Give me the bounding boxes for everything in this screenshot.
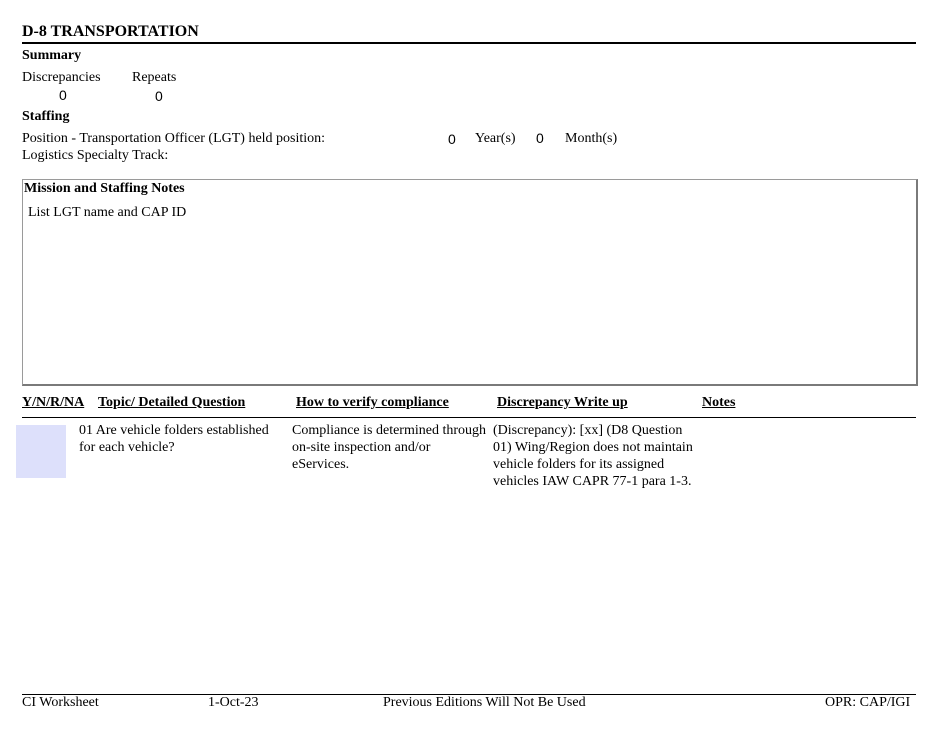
page-title: D-8 TRANSPORTATION xyxy=(22,23,199,40)
title-divider xyxy=(22,42,916,44)
summary-heading: Summary xyxy=(22,48,82,63)
column-header-notes: Notes xyxy=(702,395,736,410)
verify-text: Compliance is determined through on-site inspection and/or eServices. xyxy=(292,423,487,472)
footer-date: 1-Oct-23 xyxy=(208,695,259,710)
column-header-topic: Topic/ Detailed Question xyxy=(98,395,246,410)
specialty-track-label: Logistics Specialty Track: xyxy=(22,148,169,163)
discrepancy-text: (Discrepancy): [xx] (D8 Question 01) Wing/Region does not maintain vehicle folders for its assigned vehicles IAW CAPR 77-1 para 1-3. xyxy=(493,423,693,489)
mission-notes-box[interactable] xyxy=(22,179,918,386)
answer-input[interactable] xyxy=(16,425,66,478)
years-label: Year(s) xyxy=(475,131,516,146)
discrepancies-count[interactable]: 0 xyxy=(59,87,67,103)
footer-editions-notice: Previous Editions Will Not Be Used xyxy=(383,695,586,710)
column-header-answer: Y/N/R/NA xyxy=(22,395,85,410)
position-label: Position - Transportation Officer (LGT) held position: xyxy=(22,131,326,146)
years-value[interactable]: 0 xyxy=(448,131,456,147)
column-header-discrepancy: Discrepancy Write up xyxy=(497,395,628,410)
repeats-count[interactable]: 0 xyxy=(155,88,163,104)
mission-notes-heading: Mission and Staffing Notes xyxy=(24,181,185,196)
footer-opr: OPR: CAP/IGI xyxy=(825,695,911,710)
months-label: Month(s) xyxy=(565,131,618,146)
table-header-divider xyxy=(22,417,916,418)
discrepancies-label: Discrepancies xyxy=(22,70,101,85)
staffing-heading: Staffing xyxy=(22,109,70,124)
footer-worksheet-label: CI Worksheet xyxy=(22,695,99,710)
mission-notes-text: List LGT name and CAP ID xyxy=(28,205,187,220)
question-text: 01 Are vehicle folders established for each vehicle? xyxy=(79,423,269,455)
column-header-verify: How to verify compliance xyxy=(296,395,449,410)
months-value[interactable]: 0 xyxy=(536,130,544,146)
repeats-label: Repeats xyxy=(132,70,177,85)
